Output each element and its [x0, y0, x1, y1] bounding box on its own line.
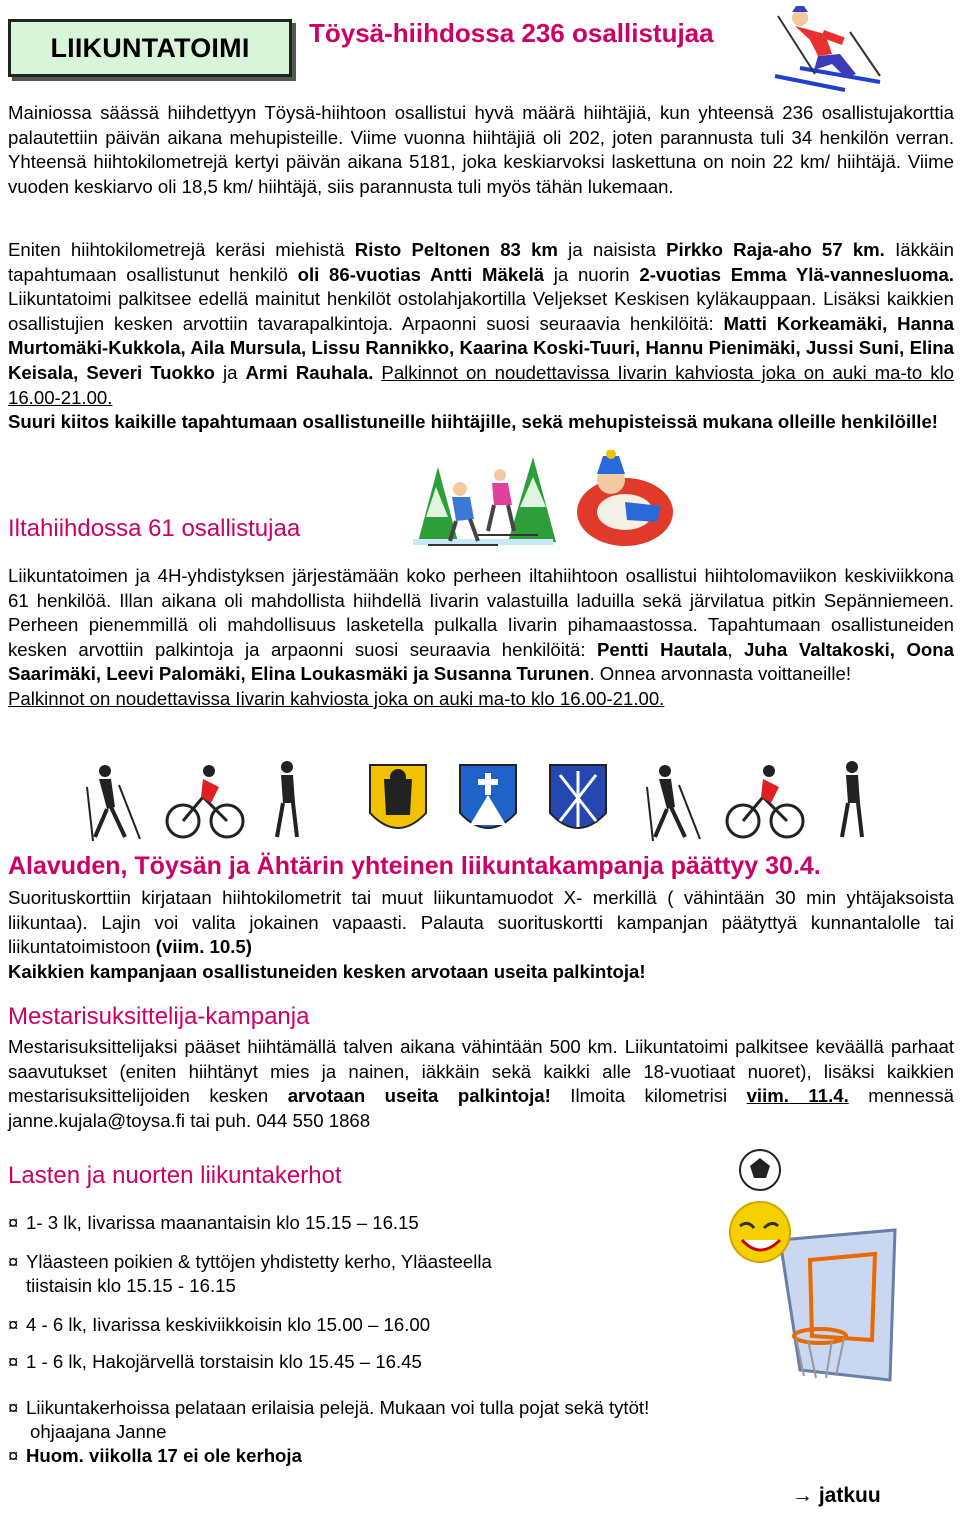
club-item: [8, 1250, 492, 1275]
lottery-winners: Juha Valtakoski, Oona Saarimäki, Leevi Palomäki, Elina Loukasmäki ja Susanna Turunen: [8, 638, 954, 685]
skier-clipart-icon: [770, 4, 890, 94]
club-item-cont: ohjaajana Janne: [30, 1421, 167, 1442]
section-title-master-skier: Mestarisuksittelija-kampanja: [8, 1003, 310, 1030]
club-text: Liikuntakerhoissa pelataan erilaisia pelejä. Mukaan voi tulla pojat sekä tytöt!: [26, 1397, 650, 1418]
club-item: [8, 1313, 430, 1338]
family-skiing-clipart-icon: [408, 447, 558, 552]
text: ja: [214, 361, 246, 383]
campaign-prize-note: Kaikkien kampanjaan osallistuneiden kesken arvotaan useita palkintoja!: [8, 960, 646, 982]
bullet: ¤: [8, 1351, 19, 1372]
club-text: Yläasteen poikien & tyttöjen yhdistetty kerho, Yläasteella: [26, 1251, 492, 1272]
kid-sledding-clipart-icon: [571, 450, 679, 550]
club-item: [8, 1211, 419, 1236]
thanks-note: Suuri kiitos kaikille tapahtumaan osallistuneille hiihtäjille, sekä mehupisteissä mukana olleille henkilöille!: [8, 411, 938, 433]
club-item: [8, 1396, 649, 1421]
evening-ski-paragraph: [8, 564, 954, 712]
lottery-winners: Matti Korkeamäki, Hanna Murtomäki-Kukkola, Aila Mursula, Lissu Rannikko, Kaarina Koski-Tuuri, Hannu Pienimäki, Jussi Suni, Elina Keisala, Severi Tuokko: [8, 312, 954, 383]
club-text: 4 - 6 lk, Iivarissa keskiviikkoisin klo 15.00 – 16.00: [26, 1314, 431, 1335]
text: Mestarisuksittelijaksi pääset hiihtämällä talven aikana vähintään 500 km. Liikuntatoimi palkitsee keväällä parhaat saavutukset (eniten hiihtänyt mies ja nainen, iäkkäin sekä kaikki alle 18-vuotiaat nuoret), lisäksi kaikkien mestarisuksittelijoiden kesken: [8, 1036, 954, 1107]
winner-name: Pentti Hautala: [597, 638, 728, 660]
text: ,: [727, 638, 744, 660]
club-item: [8, 1444, 302, 1469]
text: Suorituskorttiin kirjataan hiihtokilometrit tai muut liikuntamuodot X- merkillä ( vähintään 30 min yhtäjaksoista liikuntaa). Lajin voi valita jokainen vapaasti. Palauta suorituskortti kampanjan päätyttyä kunnantalolle tai liikuntatoimistoon: [8, 887, 954, 958]
text: mennessä janne.kujala@toysa.fi tai puh. 044 550 1868: [8, 1085, 954, 1131]
sports-icons-row: [85, 757, 895, 847]
no-clubs-note: Huom. viikolla 17 ei ole kerhoja: [26, 1445, 302, 1466]
skier-icon: [87, 765, 140, 841]
text: Iäkkäin tapahtumaan osallistunut henkilö: [8, 239, 954, 285]
department-label: LIIKUNTATOIMI: [50, 32, 250, 63]
winner-men: Risto Peltonen 83 km: [354, 239, 558, 260]
oldest-participant: oli 86-vuotias Antti Mäkelä: [297, 263, 545, 285]
youngest-participant: 2-vuotias Emma Ylä-vannesluoma.: [639, 263, 954, 285]
bullet: ¤: [8, 1251, 19, 1272]
club-item-cont: tiistaisin klo 15.15 - 16.15: [26, 1275, 236, 1296]
deadline: viim. 11.4.: [746, 1085, 849, 1107]
section-title-evening-ski: Iltahiihdossa 61 osallistujaa: [8, 515, 301, 542]
prize-pickup-info: Palkinnot on noudettavissa Iivarin kahviosta joka on auki ma-to klo 16.00-21.00.: [8, 687, 665, 709]
bear-coat-of-arms-icon: [370, 765, 426, 828]
department-box: [8, 19, 292, 77]
section-title-clubs: Lasten ja nuorten liikuntakerhot: [8, 1162, 342, 1189]
text: ja naisista: [557, 239, 667, 260]
text: ja nuorin: [544, 263, 640, 285]
church-coat-of-arms-icon: [460, 765, 516, 828]
toysa-ski-paragraph-1: Mainiossa säässä hiihdettyyn Töysä-hiihtoon osallistui hyvä määrä hiihtäjiä, kun yhteensä 236 osallistujakorttia palautettiin päivän aikana mehupisteille. Viime vuonna hiihtäjiä oli 202, joten parannusta tuli 34 henkilön verran. Yhteensä hiihtokilometrejä kertyi päivän aikana 5181, joka keskiarvoksi laskettuna on noin 22 km/ hiihtäjä. Viime vuoden keskiarvo oli 18,5 km/ hiihtäjä, siis parannusta tuli myös tähän lukemaan.: [8, 102, 954, 197]
section-title-campaign: Alavuden, Töysän ja Ähtärin yhteinen liikuntakampanja päättyy 30.4.: [8, 852, 821, 880]
winner-women: Pirkko Raja-aho 57 km.: [666, 239, 885, 260]
continue-label: → jatkuu: [792, 1484, 881, 1507]
headline: Töysä-hiihdossa 236 osallistujaa: [309, 18, 714, 48]
master-skier-paragraph: [8, 1035, 954, 1133]
bullet: ¤: [8, 1445, 19, 1466]
prize-note: arvotaan useita palkintoja!: [287, 1085, 551, 1107]
text: Liikuntatoimen ja 4H-yhdistyksen järjestämään koko perheen iltahiihtoon osallistui hiihtolomaviikon keskiviikkona 61 henkilöä. Illan aikana oli mahdollista hiihdellä Iivarin valastuilla laduilla sekä järvilatua pitkin Sepänniemeen. Perheen pienemmillä oli mahdollisuus lasketella pulkalla Iivarin pihamaastossa. Tapahtumaan osallistuneiden kesken arvottiin palkintoja ja arpaonni suosi seuraavia henkilöitä:: [8, 565, 954, 660]
deadline: (viim. 10.5): [155, 936, 252, 958]
cyclist-icon-2: [727, 765, 803, 837]
club-text: 1- 3 lk, Iivarissa maanantaisin klo 15.15 – 16.15: [26, 1212, 419, 1233]
bullet: ¤: [8, 1397, 19, 1418]
campaign-paragraph: [8, 886, 954, 984]
club-text: 1 - 6 lk, Hakojärvellä torstaisin klo 15.45 – 16.45: [26, 1351, 422, 1372]
runner-icon: [277, 761, 297, 837]
bullet: ¤: [8, 1212, 19, 1233]
text: Ilmoita kilometrisi: [550, 1085, 747, 1107]
text: . Onnea arvonnasta voittaneille!: [589, 663, 851, 685]
bullet: ¤: [8, 1314, 19, 1335]
toysa-ski-paragraph-2: [8, 238, 954, 435]
skier-icon-2: [647, 765, 700, 841]
runner-icon-2: [842, 761, 862, 837]
ball-games-clipart-icon: [700, 1140, 910, 1390]
arrows-coat-of-arms-icon: [550, 765, 606, 828]
prize-pickup-info: Palkinnot on noudettavissa Iivarin kahviosta joka on auki ma-to klo 16.00-21.00.: [8, 361, 954, 408]
lottery-winner-last: Armi Rauhala.: [245, 361, 374, 383]
club-item: [8, 1350, 422, 1375]
cyclist-icon: [167, 765, 243, 837]
text: Liikuntatoimi palkitsee edellä mainitut henkilöt ostolahjakortilla Veljekset Keskisen kyläkauppaan. Lisäksi kaikkien osallistujien kesken arvottiin tavarapalkintoja. Arpaonni suosi seuraavia henkilöitä:: [8, 288, 954, 334]
text: Eniten hiihtokilometrejä keräsi miehistä: [8, 239, 355, 260]
